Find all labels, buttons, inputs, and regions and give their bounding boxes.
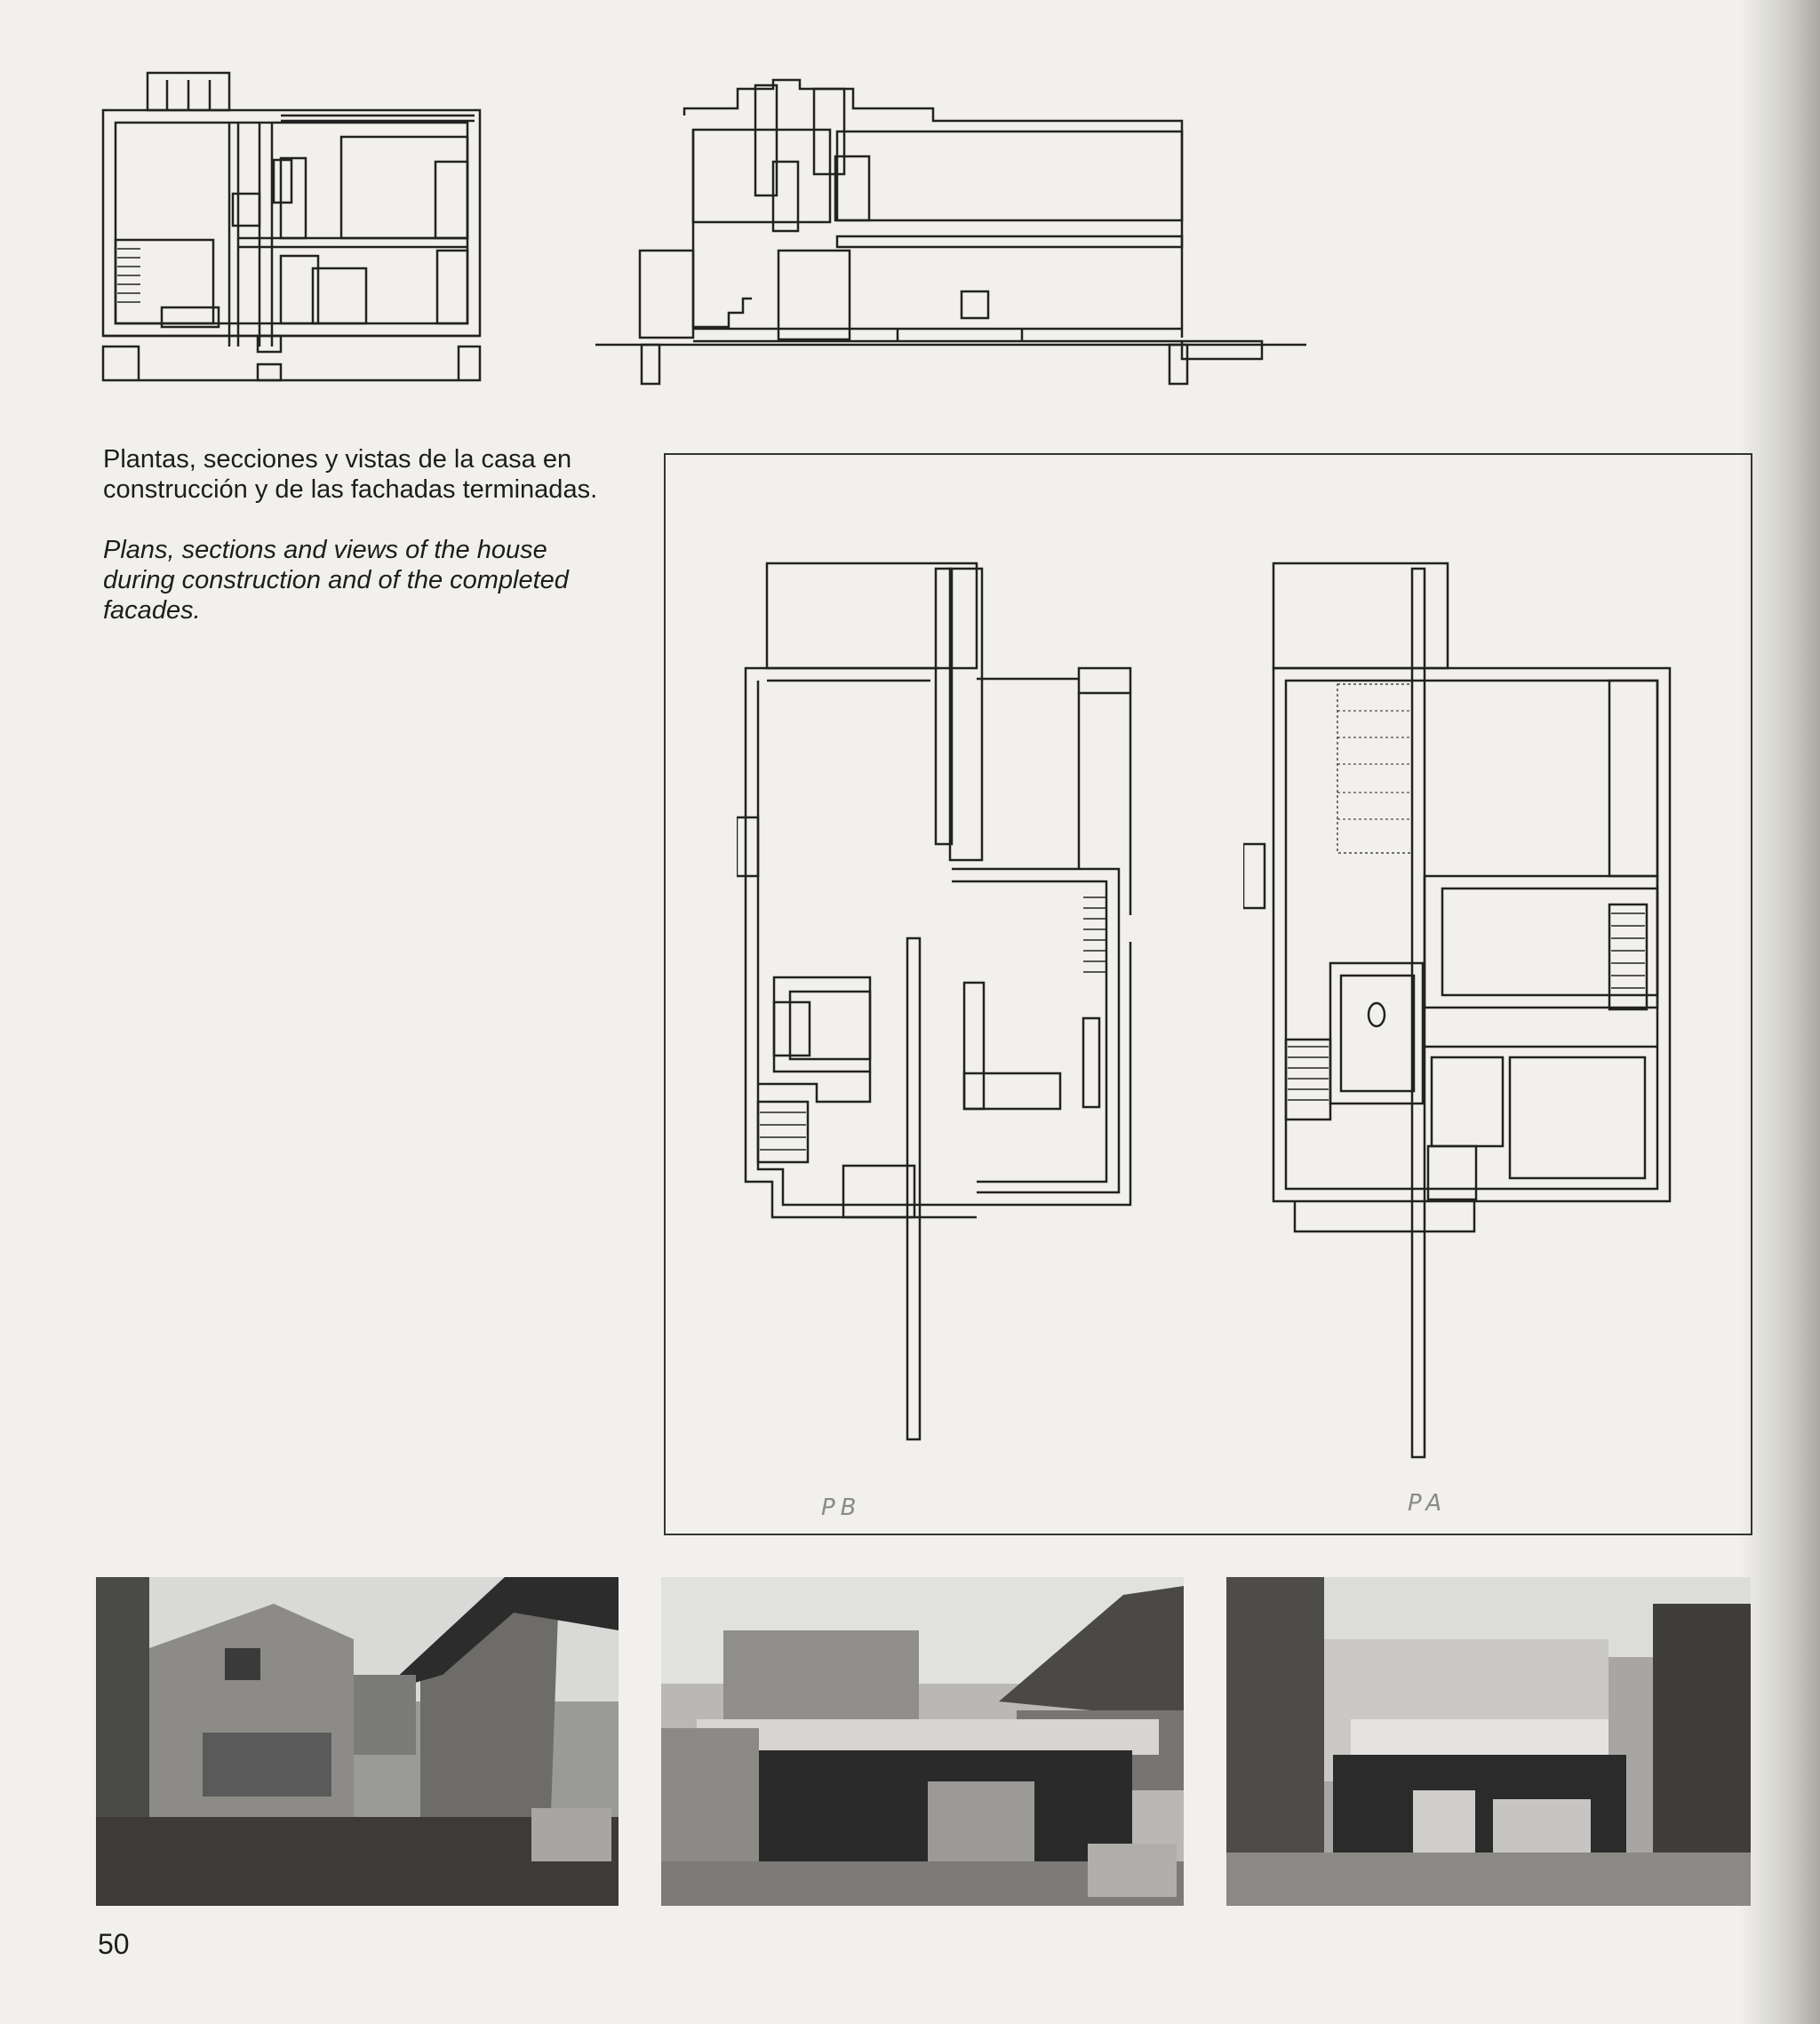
section-drawing-right xyxy=(595,62,1306,391)
section-drawing-left xyxy=(89,62,498,391)
caption-spanish: Plantas, secciones y vistas de la casa en construcción y de las fachadas terminadas. xyxy=(103,445,598,504)
floor-plans-frame xyxy=(664,453,1752,1535)
photo-completed-facade xyxy=(1226,1577,1751,1906)
photo-construction-1 xyxy=(96,1577,619,1906)
page-number: 50 xyxy=(98,1928,130,1960)
plan-label-ground-floor: PB xyxy=(821,1494,862,1521)
caption-english: Plans, sections and views of the house during construction and of the completed facades. xyxy=(103,536,569,625)
plan-label-upper-floor: PA xyxy=(1408,1490,1448,1517)
upper-floor-plan xyxy=(1243,560,1688,1466)
photo-construction-2 xyxy=(661,1577,1184,1906)
ground-floor-plan xyxy=(737,560,1181,1466)
